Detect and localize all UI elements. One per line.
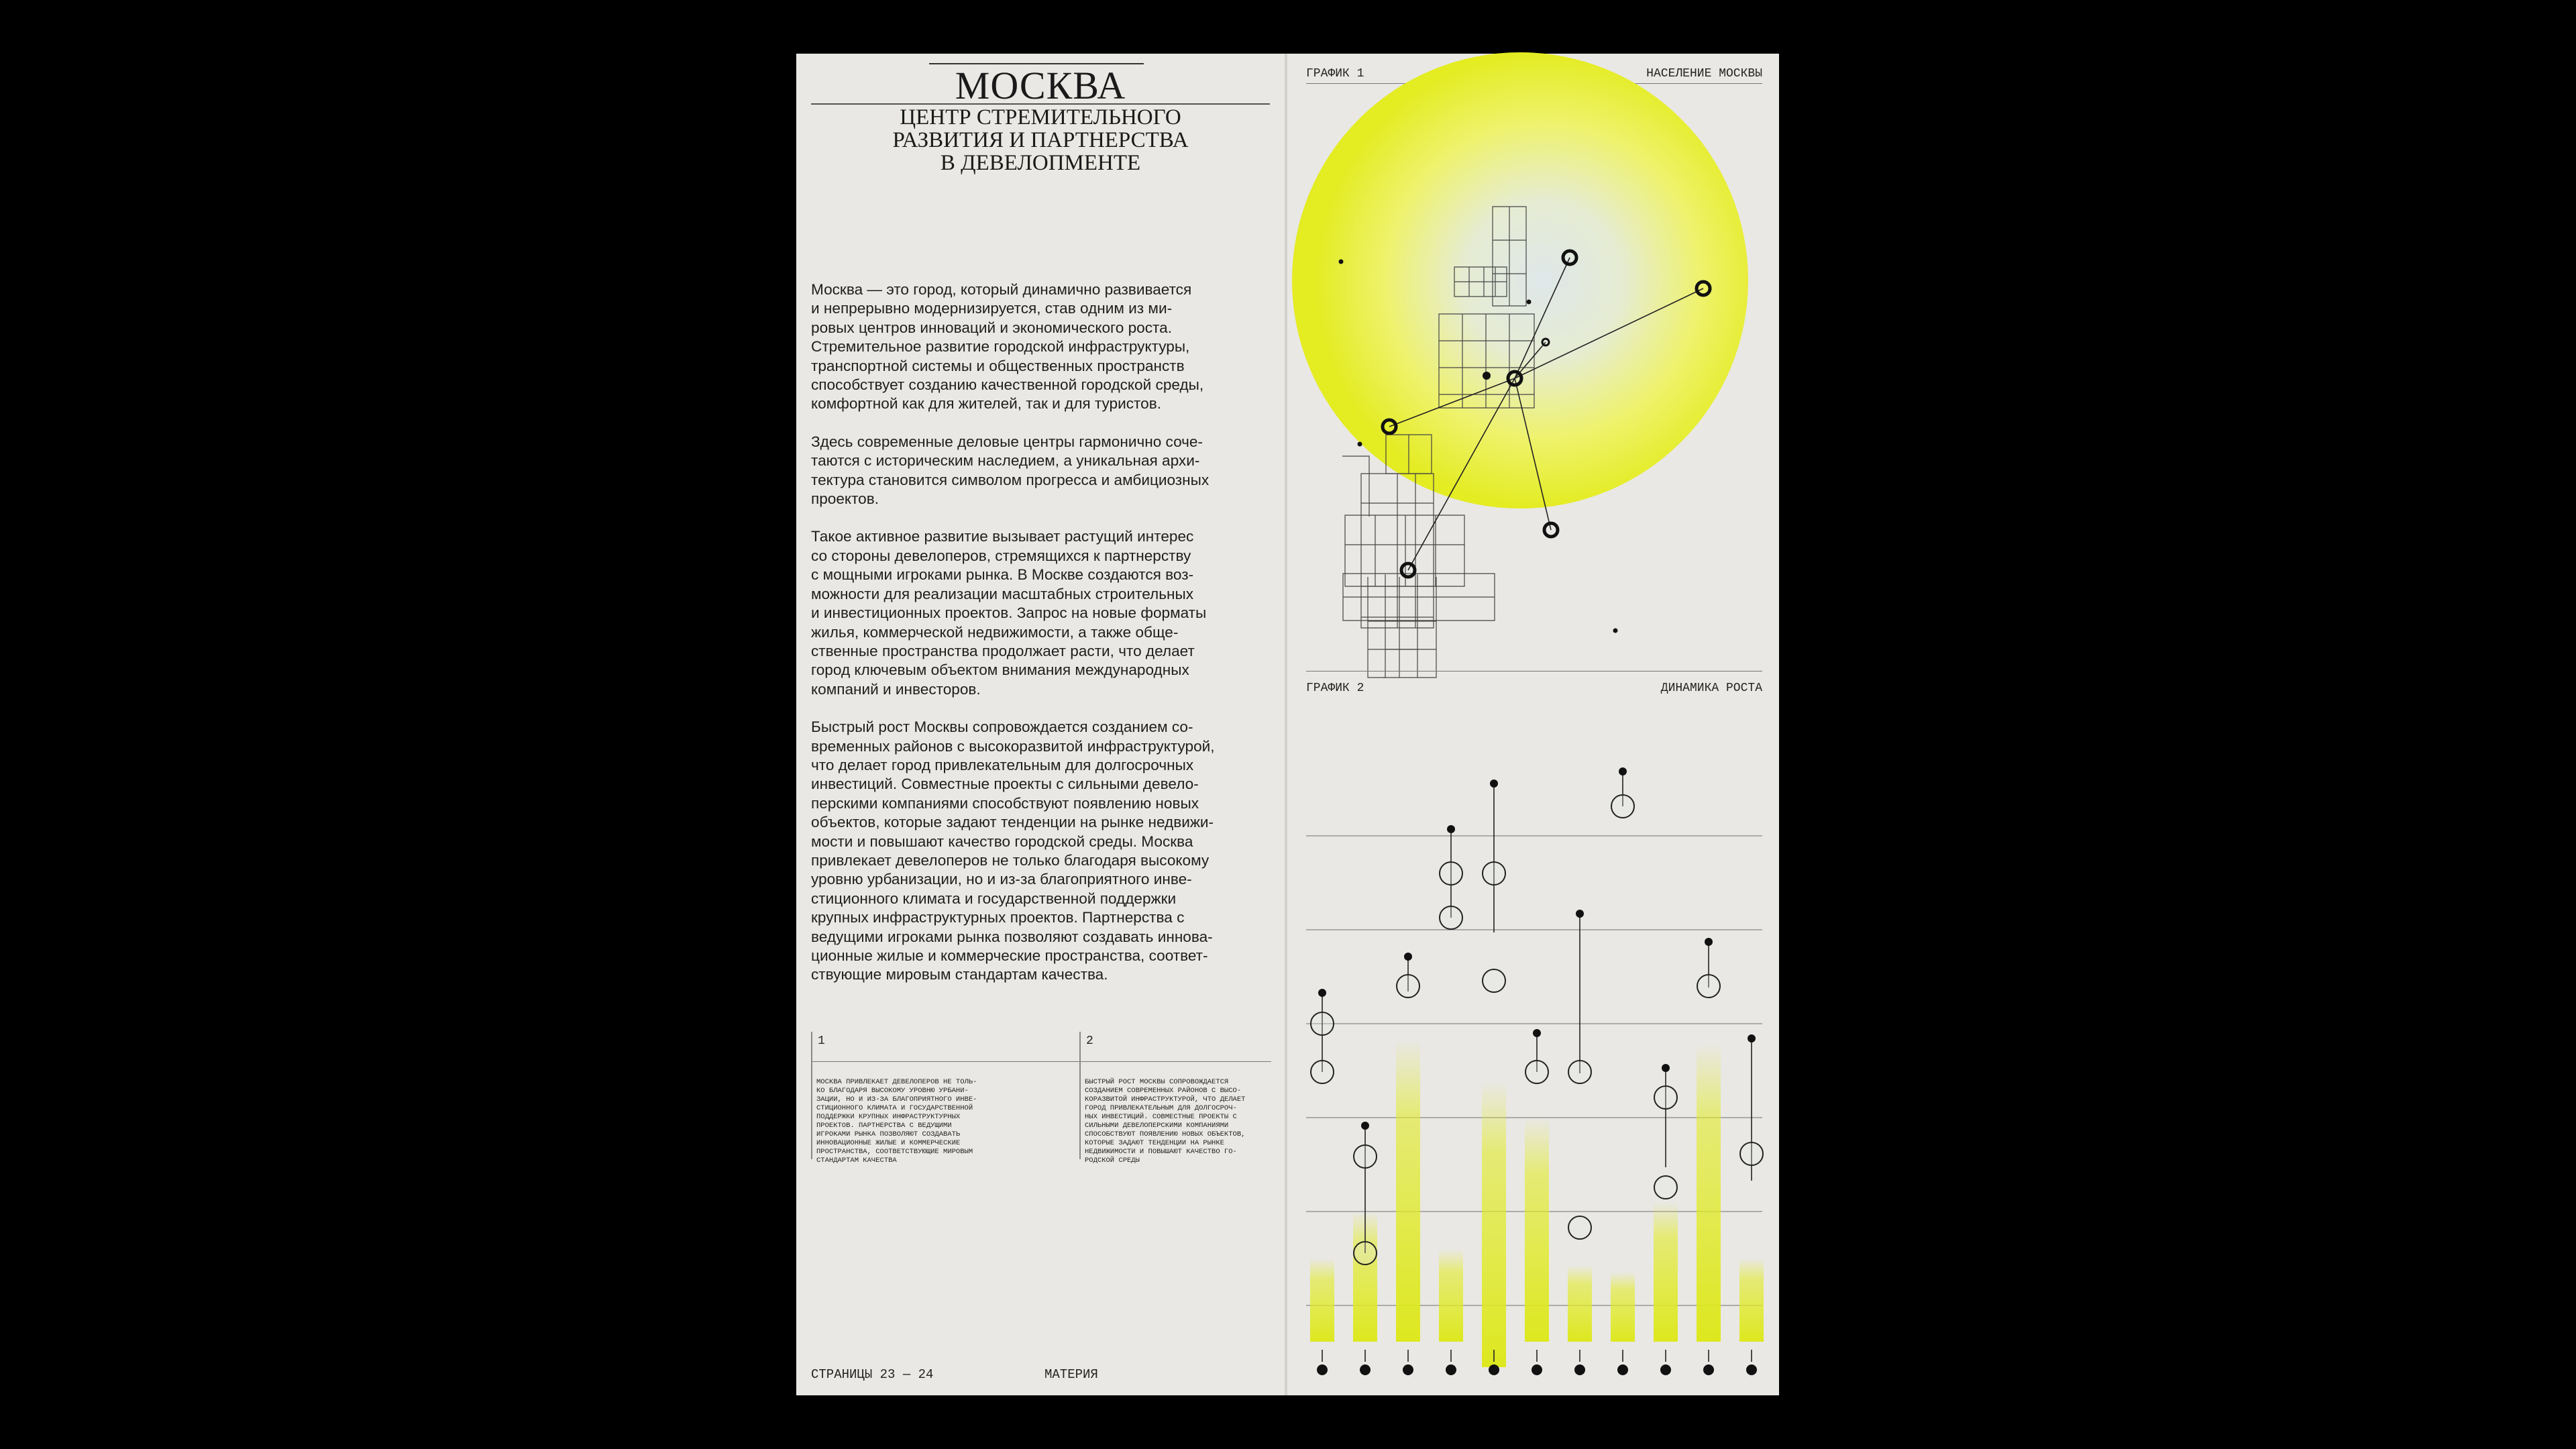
marker-ring	[1525, 1061, 1548, 1083]
marker-ring	[1611, 795, 1634, 818]
magazine-spread	[796, 54, 1779, 1395]
marker-ring	[1354, 1145, 1377, 1168]
baseline-dot	[1532, 1364, 1542, 1375]
marker-dot	[1447, 825, 1455, 833]
growth-bar	[1396, 1040, 1420, 1342]
footnote-rule	[1081, 1061, 1271, 1062]
growth-bar	[1482, 1081, 1506, 1367]
marker-ring	[1440, 906, 1462, 929]
growth-bar	[1310, 1258, 1334, 1342]
growth-bar	[1439, 1249, 1463, 1342]
marker-dot	[1361, 1122, 1369, 1130]
paragraph-2: Здесь современные деловые центры гармонично соче- таются с историческим наследием, а уникальная архи- тектура становится символом прогресса и амбициозных проектов.	[811, 433, 1210, 508]
baseline-dot	[1660, 1364, 1671, 1375]
marker-dot	[1662, 1064, 1670, 1072]
baseline-dot	[1317, 1364, 1328, 1375]
growth-bar	[1525, 1118, 1549, 1342]
page-subtitle: ЦЕНТР СТРЕМИТЕЛЬНОГО РАЗВИТИЯ И ПАРТНЕРСТВА В ДЕВЕЛОПМЕНТЕ	[892, 105, 1189, 175]
growth-bar	[1611, 1272, 1635, 1342]
marker-ring	[1440, 862, 1462, 885]
marker-dot	[1490, 780, 1498, 788]
growth-bar	[1697, 1044, 1721, 1342]
chart2-label: ГРАФИК 2	[1306, 682, 1364, 695]
paragraph-3: Такое активное развитие вызывает растущий интерес со стороны девелоперов, стремящихся к партнерству с мощными игроками рынка. В Москве создаются воз- можности для реализации масштабных строительных и инвестиционных проектов. Запрос на новые форматы жилья, коммерческой недвижимости, а также обще- ственные пространства продолжает расти, что делает город ключевым объектом внимания международных компаний и инвесторов.	[811, 528, 1207, 698]
left-page	[796, 54, 1285, 1395]
right-page	[1287, 54, 1779, 1395]
marker-dot	[1748, 1034, 1756, 1042]
marker-dot	[1619, 767, 1627, 775]
growth-bar	[1568, 1265, 1592, 1342]
chart1-graphic	[1287, 101, 1779, 678]
chart2-title: ДИНАМИКА РОСТА	[1660, 682, 1762, 695]
baseline-dot	[1446, 1364, 1456, 1375]
footnote-rule	[812, 1061, 1081, 1062]
marker-ring	[1568, 1061, 1591, 1083]
marker-ring	[1483, 969, 1505, 992]
baseline-dot	[1360, 1364, 1371, 1375]
marker-dot	[1705, 938, 1713, 946]
marker-dot	[1533, 1029, 1541, 1037]
title-rule	[811, 103, 1270, 105]
footnote-number: 1	[818, 1034, 825, 1048]
paragraph-4: Быстрый рост Москвы сопровождается созданием со- временных районов с высокоразвитой инфраструктурой, что делает город привлекательным для долгосрочных инвестиций. Совместные проекты с сильными девело- перскими компаниями способствуют появлению новых объектов, которые задают тенденции на рынке недвижи- мости и повышают качество городской среды. Москва привлекает девелоперов не только благодаря высокому уровню урбанизации, но и из-за благоприятного инве- стиционного климата и государственной поддержки крупных инфраструктурных проектов. Партнерства с ведущими игроками рынка позволяют создавать иннова- ционные жилые и коммерческие пространства, соответ- ствующие мировым стандартам качества.	[811, 718, 1215, 983]
footnotes	[811, 1032, 1270, 1166]
growth-bar	[1654, 1202, 1678, 1342]
marker-ring	[1311, 1061, 1334, 1083]
baseline-dot	[1746, 1364, 1757, 1375]
baseline-dot	[1574, 1364, 1585, 1375]
chart2-graphic	[1287, 671, 1779, 1395]
baseline-dot	[1617, 1364, 1628, 1375]
page-title: МОСКВА	[955, 64, 1126, 107]
article-body	[811, 280, 1274, 1004]
marker-ring	[1740, 1142, 1763, 1165]
footnote-text: БЫСТРЫЙ РОСТ МОСКВЫ СОПРОВОЖДАЕТСЯ СОЗДАНИЕМ СОВРЕМЕННЫХ РАЙОНОВ С ВЫСО- КОРАЗВИТОЙ ИНФРАСТРУКТУРОЙ, ЧТО ДЕЛАЕТ ГОРОД ПРИВЛЕКАТЕЛЬНЫМ ДЛЯ ДОЛГОСРОЧ- НЫХ ИНВЕСТИЦИЙ. СОВМЕСТНЫЕ ПРОЕКТЫ С СИЛЬНЫМИ ДЕВЕЛОПЕРСКИМИ КОМПАНИЯМИ СПОСОБСТВУЮТ ПОЯВЛЕНИЮ НОВЫХ ОБЪЕКТОВ, КОТОРЫЕ ЗАДАЮТ ТЕНДЕНЦИИ НА РЫНКЕ НЕДВИЖИМОСТИ И ПОВЫШАЮТ КАЧЕСТВО ГО- РОДСКОЙ СРЕДЫ	[1085, 1078, 1246, 1165]
chart1-title: НАСЕЛЕНИЕ МОСКВЫ	[1646, 67, 1762, 80]
magazine-name: МАТЕРИЯ	[1044, 1367, 1098, 1382]
footnote-1	[811, 1032, 1081, 1165]
baseline-dot	[1703, 1364, 1714, 1375]
marker-dot	[1404, 953, 1412, 961]
marker-dot	[1576, 910, 1584, 918]
page-numbers: СТРАНИЦЫ 23 — 24	[811, 1367, 934, 1382]
marker-dot	[1318, 989, 1326, 997]
baseline-dot	[1403, 1364, 1413, 1375]
marker-ring	[1354, 1242, 1377, 1265]
growth-bar	[1739, 1258, 1764, 1342]
marker-ring	[1654, 1176, 1677, 1199]
marker-ring	[1654, 1086, 1677, 1109]
population-glow	[1292, 52, 1748, 508]
marker-ring	[1568, 1216, 1591, 1239]
marker-ring	[1311, 1012, 1334, 1035]
footnote-text: МОСКВА ПРИВЛЕКАЕТ ДЕВЕЛОПЕРОВ НЕ ТОЛЬ- КО БЛАГОДАРЯ ВЫСОКОМУ УРОВНЮ УРБАНИ- ЗАЦИИ, НО И ИЗ-ЗА БЛАГОПРИЯТНОГО ИНВЕ- СТИЦИОННОГО КЛИМАТА И ГОСУДАРСТВЕННОЙ ПОДДЕРЖКИ КРУПНЫХ ИНФРАСТРУКТУРНЫХ ПРОЕКТОВ. ПАРТНЕРСТВА С ВЕДУЩИМИ ИГРОКАМИ РЫНКА ПОЗВОЛЯЮТ СОЗДАВАТЬ ИННОВАЦИОННЫЕ ЖИЛЫЕ И КОММЕРЧЕСКИЕ ПРОСТРАНСТВА, СООТВЕТСТВУЮЩИЕ МИРОВЫМ СТАНДАРТАМ КАЧЕСТВА	[816, 1078, 977, 1165]
baseline-dot	[1489, 1364, 1499, 1375]
paragraph-1: Москва — это город, который динамично развивается и непрерывно модернизируется, став одним из ми- ровых центров инноваций и экономического роста. Стремительное развитие городской инфраструктуры, транспортной системы и общественных пространств способствует созданию качественной городской среды, комфортной как для жителей, так и для туристов.	[811, 281, 1204, 413]
footnote-number: 2	[1086, 1034, 1093, 1048]
chart1-label: ГРАФИК 1	[1306, 67, 1364, 80]
marker-ring	[1397, 975, 1419, 998]
footnote-2	[1079, 1032, 1271, 1165]
marker-ring	[1483, 862, 1505, 885]
marker-ring	[1697, 975, 1720, 998]
